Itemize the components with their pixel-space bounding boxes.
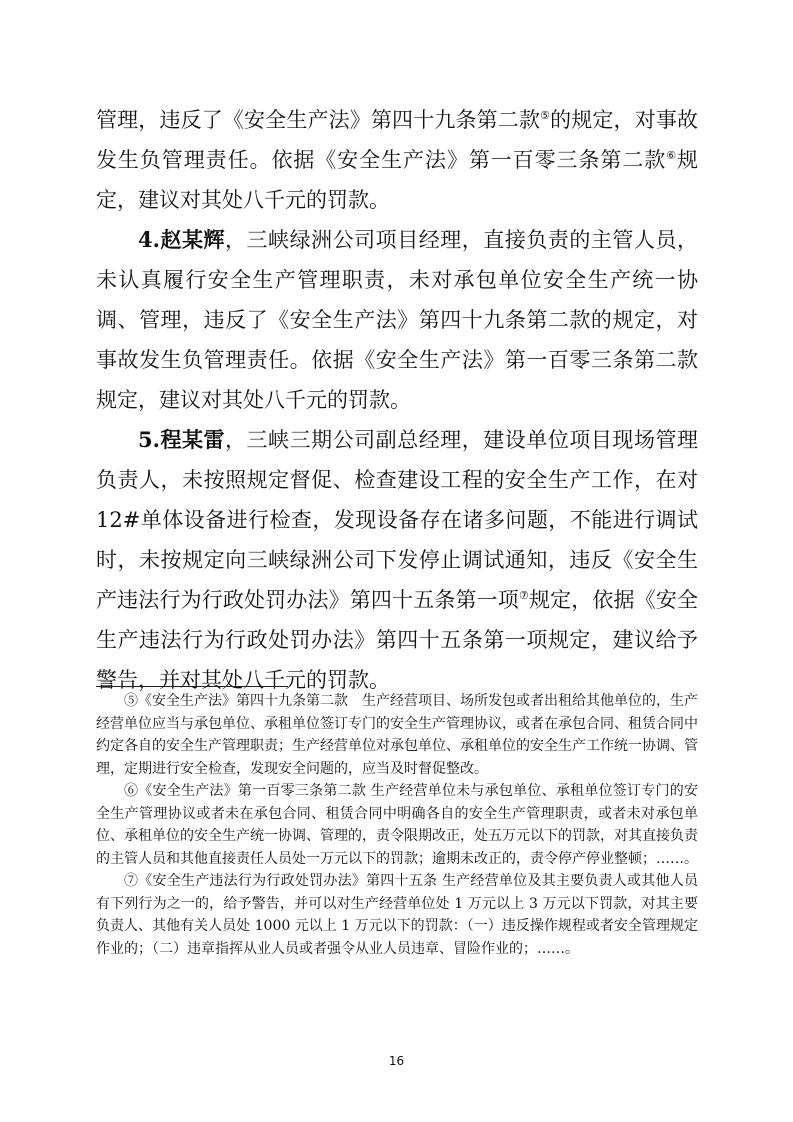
footnote-reference[interactable]: ⑤ xyxy=(540,109,551,122)
paragraph-cheng xyxy=(96,420,698,700)
footnote-reference[interactable]: ⑦ xyxy=(518,589,529,602)
footnote-7: ⑦《安全生产违法行为行政处罚办法》第四十五条 生产经营单位及其主要负责人或其他人员有下列行为之一的，给予警告，并可以对生产经营单位处 1 万元以上 3 万元以下罚款，对其主要负责人、其他有关人员处 1000 元以上 1 万元以下的罚款：（一）违反操作规程或者安全管理规定作业的；（二）违章指挥从业人员或者强令从业人员违章、冒险作业的；……。 xyxy=(96,873,698,957)
paragraph-text: 规定，依据《安全生产违法行为行政处罚办法》第四十五条第一项规定，建议给予警告，并对其处八千元的罚款。 xyxy=(96,588,698,692)
paragraph-text: 规定，建议对其处八千元的罚款。 xyxy=(96,148,698,212)
paragraph-text: 管理，违反了《安全生产法》第四十九条第二款 xyxy=(96,108,541,132)
person-name: 4.赵某辉 xyxy=(138,227,226,252)
page-number: 16 xyxy=(388,1054,405,1068)
footnote-5: ⑤《安全生产法》第四十九条第二款 生产经营项目、场所发包或者出租给其他单位的，生产经营单位应当与承包单位、承租单位签订专门的安全生产管理协议，或者在承包合同、租赁合同中约定各自的安全生产管理职责；生产经营单位对承包单位、承租单位的安全生产工作统一协调、管理，定期进行安全检查，发现安全问题的，应当及时督促整改。 xyxy=(96,693,698,777)
footnote-6: ⑥《安全生产法》第一百零三条第二款 生产经营单位未与承包单位、承租单位签订专门的安全生产管理协议或者未在承包合同、租赁合同中明确各自的安全生产管理职责，或者未对承包单位、承租单位的安全生产统一协调、管理的，责令限期改正，处五万元以下的罚款，对其直接负责的主管人员和其他直接责任人员处一万元以下的罚款；逾期未改正的，责令停产停业整顿；……。 xyxy=(96,783,698,867)
paragraph-text: ，三峡三期公司副总经理，建设单位项目现场管理负责人，未按照规定督促、检查建设工程的安全生产工作，在对12#单体设备进行检查，发现设备存在诸多问题，不能进行调试时，未按规定向三峡绿洲公司下发停止调试通知，违反《安全生产违法行为行政处罚办法》第四十五条第一项 xyxy=(96,428,698,612)
paragraph-text: 的规定，对事故发生负管理责任。依据《安全生产法》第一百零三条第二款 xyxy=(96,108,698,172)
footnotes xyxy=(96,690,698,960)
paragraph-continuation xyxy=(96,100,698,220)
body-text xyxy=(96,100,698,700)
paragraph-text: ，三峡绿洲公司项目经理，直接负责的主管人员，未认真履行安全生产管理职责，未对承包单位安全生产统一协调、管理，违反了《安全生产法》第四十九条第二款的规定，对事故发生负管理责任。依据《安全生产法》第一百零三条第二款规定，建议对其处八千元的罚款。 xyxy=(96,228,698,412)
footnote-reference[interactable]: ⑥ xyxy=(666,149,677,162)
paragraph-zhao xyxy=(96,220,698,420)
person-name: 5.程某雷 xyxy=(138,427,226,452)
footnote-separator xyxy=(96,686,288,687)
